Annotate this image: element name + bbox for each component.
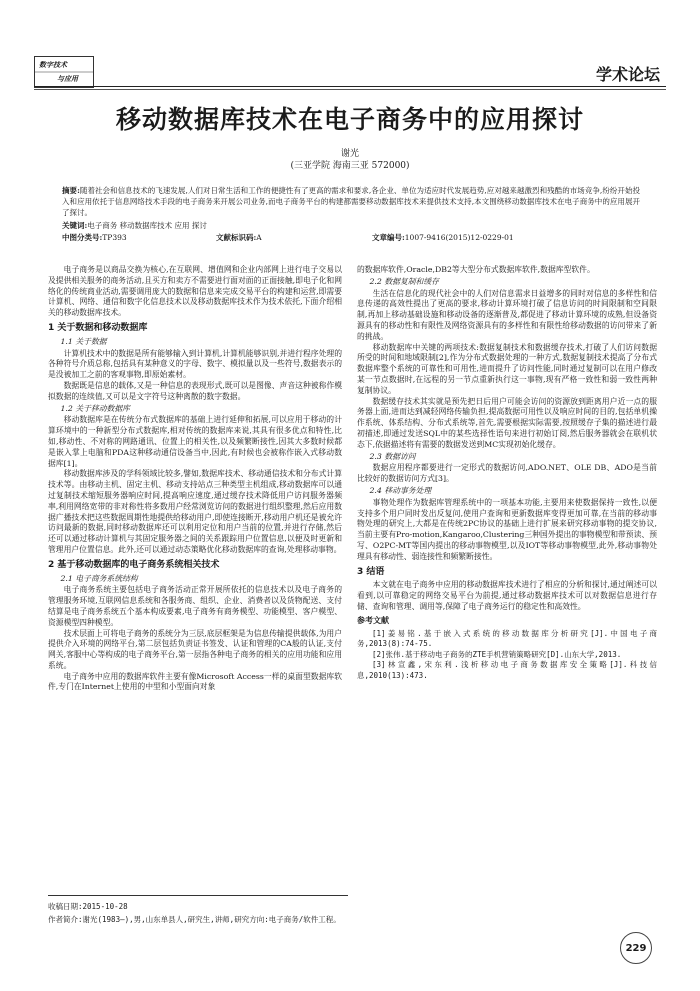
paragraph: 生活在信息化的现代社会中的人们对信息需求日益增多的同时对信息的多样性和信息传递的高效性提出了更高的要求,移动计算环境打破了信息访问的时间限制和空间限制,再加上移动基础设施和移动设备的逐渐普及,都促进了移动计算环境的成熟,但设备资源具有的移动性和有限性及网络资源具有的多样性和有限性给移动数据的访问带来了新的挑战。 [357, 288, 657, 341]
keywords-label: 关键词: [62, 221, 88, 230]
reference-item: [3]林宣鑫,宋东利.浅析移动电子商务数据库安全策略[J].科技信息,2010(13):473. [357, 660, 657, 680]
doc-label: 文献标识码: [216, 233, 257, 242]
paragraph: 数据既是信息的载体,又是一种信息的表现形式,既可以是图像、声音这种被称作模拟数据的连续值,又可以是文字符号这种离散的数字数据。 [48, 380, 342, 401]
header-rule [34, 86, 666, 87]
article-number [372, 232, 514, 243]
section-2-2-heading: 2.2 数据复制和缓存 [369, 276, 439, 286]
paragraph: 电子商务系统主要包括电子商务活动正常开展所依托的信息技术以及电子商务的管理服务环境,互联网信息系统和各服务商、组织、企业、消费者以及货物配送、支付结算是电子商务系统五个基本构成要素,电子商务有商务模型、功能模型、客户模型、资源模型四种模型。 [48, 585, 342, 627]
paragraph: 数据缓存技术其实就是预先把日后用户可能会访问的资源放到距离用户近一点的服务器上面,进而达到减轻网络传输负担,提高数据可用性以及响应时间的目的,包括单机操作系统、体系结构、分布式系统等,首先,需要根据实际需要,按照缓存子集的描述进行最初描述,即通过发送SQL中的某些选择性语句来进行初始订阅,然后服务器就会在联机状态下,依据描述将有需要的数据发送到MC实现初始化缓存。 [357, 396, 657, 449]
section-2-3-heading: 2.3 数据访问 [369, 451, 416, 461]
article-value: 1007-9416(2015)12-0229-01 [404, 233, 514, 242]
left-column [48, 265, 342, 693]
class-value: TP393 [102, 233, 127, 242]
paragraph: 技术层面上可将电子商务的系统分为三层,底层框架是为信息传输提供载体,为用户提供介入环境的网络平台,第二层包括负责证书签发、认证和管理的CA般的认证,支付网关,客服中心等构成的电子商务平台,第一层指各种电子商务的相关的应用功能和应用系统。 [48, 628, 342, 670]
section-1-1-heading: 1.1 关于数据 [60, 336, 107, 346]
author-affiliation: (三亚学院 海南三亚 572000) [290, 161, 410, 171]
right-column [357, 265, 657, 681]
paragraph: 数据应用程序都要进行一定形式的数据访问,ADO.NET、OLE DB、ADO是当前比较好的数据访问方式[3]。 [357, 463, 657, 484]
doc-value: A [256, 233, 262, 242]
paragraph: 计算机技术中的数据是所有能够输入到计算机,计算机能够识别,并进行程序处理的各种符号介质总称,包括具有某种意义的字母、数字、模拟量以及一些符号,数据表示的是没被加工之前的客观事物,即原始素材。 [48, 348, 342, 380]
paragraph: 电子商务中应用的数据库软件主要有像Microsoft Access一样的桌面型数据库软件,专门在Internet上使用的中型和小型面向对象 [48, 671, 342, 692]
author-name: 谢光 [340, 149, 359, 159]
section-2-1-heading: 2.1 电子商务系统结构 [60, 573, 138, 583]
section-2-4-heading: 2.4 移动事务处理 [369, 485, 432, 495]
reference-item: [1]姜易铭.基于嵌入式系统的移动数据库分析研究[J].中国电子商务,2013(8):74-75. [357, 628, 657, 648]
paragraph: 移动数据库中关键的两项技术:数据复制技术和数据缓存技术,打破了人们访问数据所受的时间和地域限制[2],作为分布式数据处理的一种方式,数据复制技术提高了分布式数据库整个系统的可靠性和可用性,进而提升了访问性能,同时通过复制可以在用户修改某一节点数据时,在远程的另一节点重新执行这一事物,现有严格一致性和弱一致性两种复制协议。 [357, 342, 657, 395]
keywords [62, 220, 207, 231]
section-tag: 学术论坛 [595, 65, 660, 84]
paragraph: 移动数据库是在传统分布式数据库的基础上进行延伸和拓展,可以应用于移动的计算环境中的一种新型分布式数据库,相对传统的数据库来说,其具有很多优点和特性,比如,移动性、不对称的网路通讯、位置上的相关性,以及频繁断接性,因其大多数时候都是嵌入掌上电脑和PDA这种移动通信设备当中,因此,有时候也会被称作嵌入式移动数据库[1]。 [48, 415, 342, 468]
section-1-2-heading: 1.2 关于移动数据库 [60, 403, 130, 413]
keywords-text: 电子商务 移动数据库技术 应用 探讨 [87, 221, 207, 230]
paragraph: 本文就在电子商务中应用的移动数据库技术进行了相应的分析和探讨,通过阐述可以看到,以可靠稳定的网络交易平台为前提,通过移动数据库技术可以对数据信息进行存储、查询和管理、调用等,保障了电子商务运行的稳定性和高效性。 [357, 580, 657, 611]
journal-badge [34, 56, 94, 88]
footer-notes [48, 900, 341, 926]
paragraph: 移动数据库涉及的学科领域比较多,譬如,数据库技术、移动通信技术和分布式计算技术等。由移动主机、固定主机、移动支持站点三种类型主机组成,移动数据库可以通过复制技术缩短服务器响应时间,提高响应速度,通过缓存技术降低用户访问服务器频率,利用网络宽带的非对称性将多数用户经常浏览访问的数据进行组织整理,然后应用数据广播技术把这些数据周期性地提供给移动用户,即使连接断开,移动用户机还是被允许访问最新的数据,同时移动数据库还可以利用定位和用户当前的位置,并进行存储,然后还可以通过移动计算机与其固定服务器之间的关系跟踪用户位置信息,以便及时更新和管理用户位置信息。此外,还可以通过动态策略优化移动数据库的查询,处理移动事物。 [48, 469, 342, 554]
doc-code [216, 232, 262, 243]
paragraph-continued: 的数据库软件,Oracle,DB2等大型分布式数据库软件,数据库型软件。 [357, 265, 595, 274]
class-label: 中图分类号: [62, 233, 103, 242]
paper-title: 移动数据库技术在电子商务中的应用探讨 [115, 105, 584, 134]
page-number: 229 [620, 932, 652, 964]
abstract-label: 摘要: [62, 186, 80, 195]
paragraph: 事物处理作为数据库管理系统中的一项基本功能,主要用来使数据保持一致性,以便支持多个用户同时发出反复问,使用户查询和更新数据库变得更加可靠,在当前的移动事物处理的研究上,大都是在传统2PC协议的基础上进行扩展来研究移动事物的提交协议,当前主要有Pro-motion,Kangaroo,Clustering三种国外提出的事物模型和带预读、预写、O2PC-MT等国内提出的移动事物模型,以及IOT等移动事物模型,此外,移动事物处理具有移动性、弱连接性和频繁断接性。 [357, 497, 657, 561]
intro-paragraph: 电子商务是以商品交换为核心,在互联网、增值网和企业内部网上进行电子交易以及提供相关服务的商务活动,且买方和卖方不需要进行面对面的正面接触,即电子化和网络化的传统商业活动,需要调用庞大的数据和信息来完成交易平台的构建和运营,即需要计算机、网络、通信和数字化信息技术以及移动数据库技术作为技术依托,下面介绍相关的移动数据库技术。 [48, 265, 342, 318]
footer-rule [48, 895, 348, 896]
received-date: 收稿日期:2015-10-28 [48, 902, 128, 911]
section-3-heading: 3 结语 [357, 566, 385, 577]
class-number [62, 232, 127, 243]
abstract-text: 随着社会和信息技术的飞速发展,人们对日常生活和工作的便捷性有了更高的需求和要求,各企业、单位为适应时代发展趋势,应对越来越激烈和残酷的市场竞争,纷纷开始投入和应用依托于信息网络技术手段的电子商务来开展公司业务,而电子商务平台的构建都需要移动数据库技术来提供技术支持,本文围绕移动数据库技术在电子商务中的应用展开了探讨。 [62, 186, 640, 217]
reference-item: [2]张伟.基于移动电子商务的ZTE手机营销策略研究[D].山东大学,2013. [372, 649, 622, 659]
section-2-heading: 2 基于移动数据库的电子商务系统相关技术 [48, 559, 220, 570]
author-bio: 作者简介:谢光(1983—),男,山东单县人,研究生,讲师,研究方向:电子商务/软件工程。 [48, 915, 341, 924]
abstract [62, 185, 640, 218]
article-label: 文章编号: [372, 233, 405, 242]
header-rule-thin [34, 89, 666, 90]
badge-line2: 与应用 [57, 74, 78, 83]
badge-line1: 数字技术 [39, 60, 67, 69]
references-heading: 参考文献 [357, 615, 389, 625]
section-1-heading: 1 关于数据和移动数据库 [48, 322, 148, 333]
